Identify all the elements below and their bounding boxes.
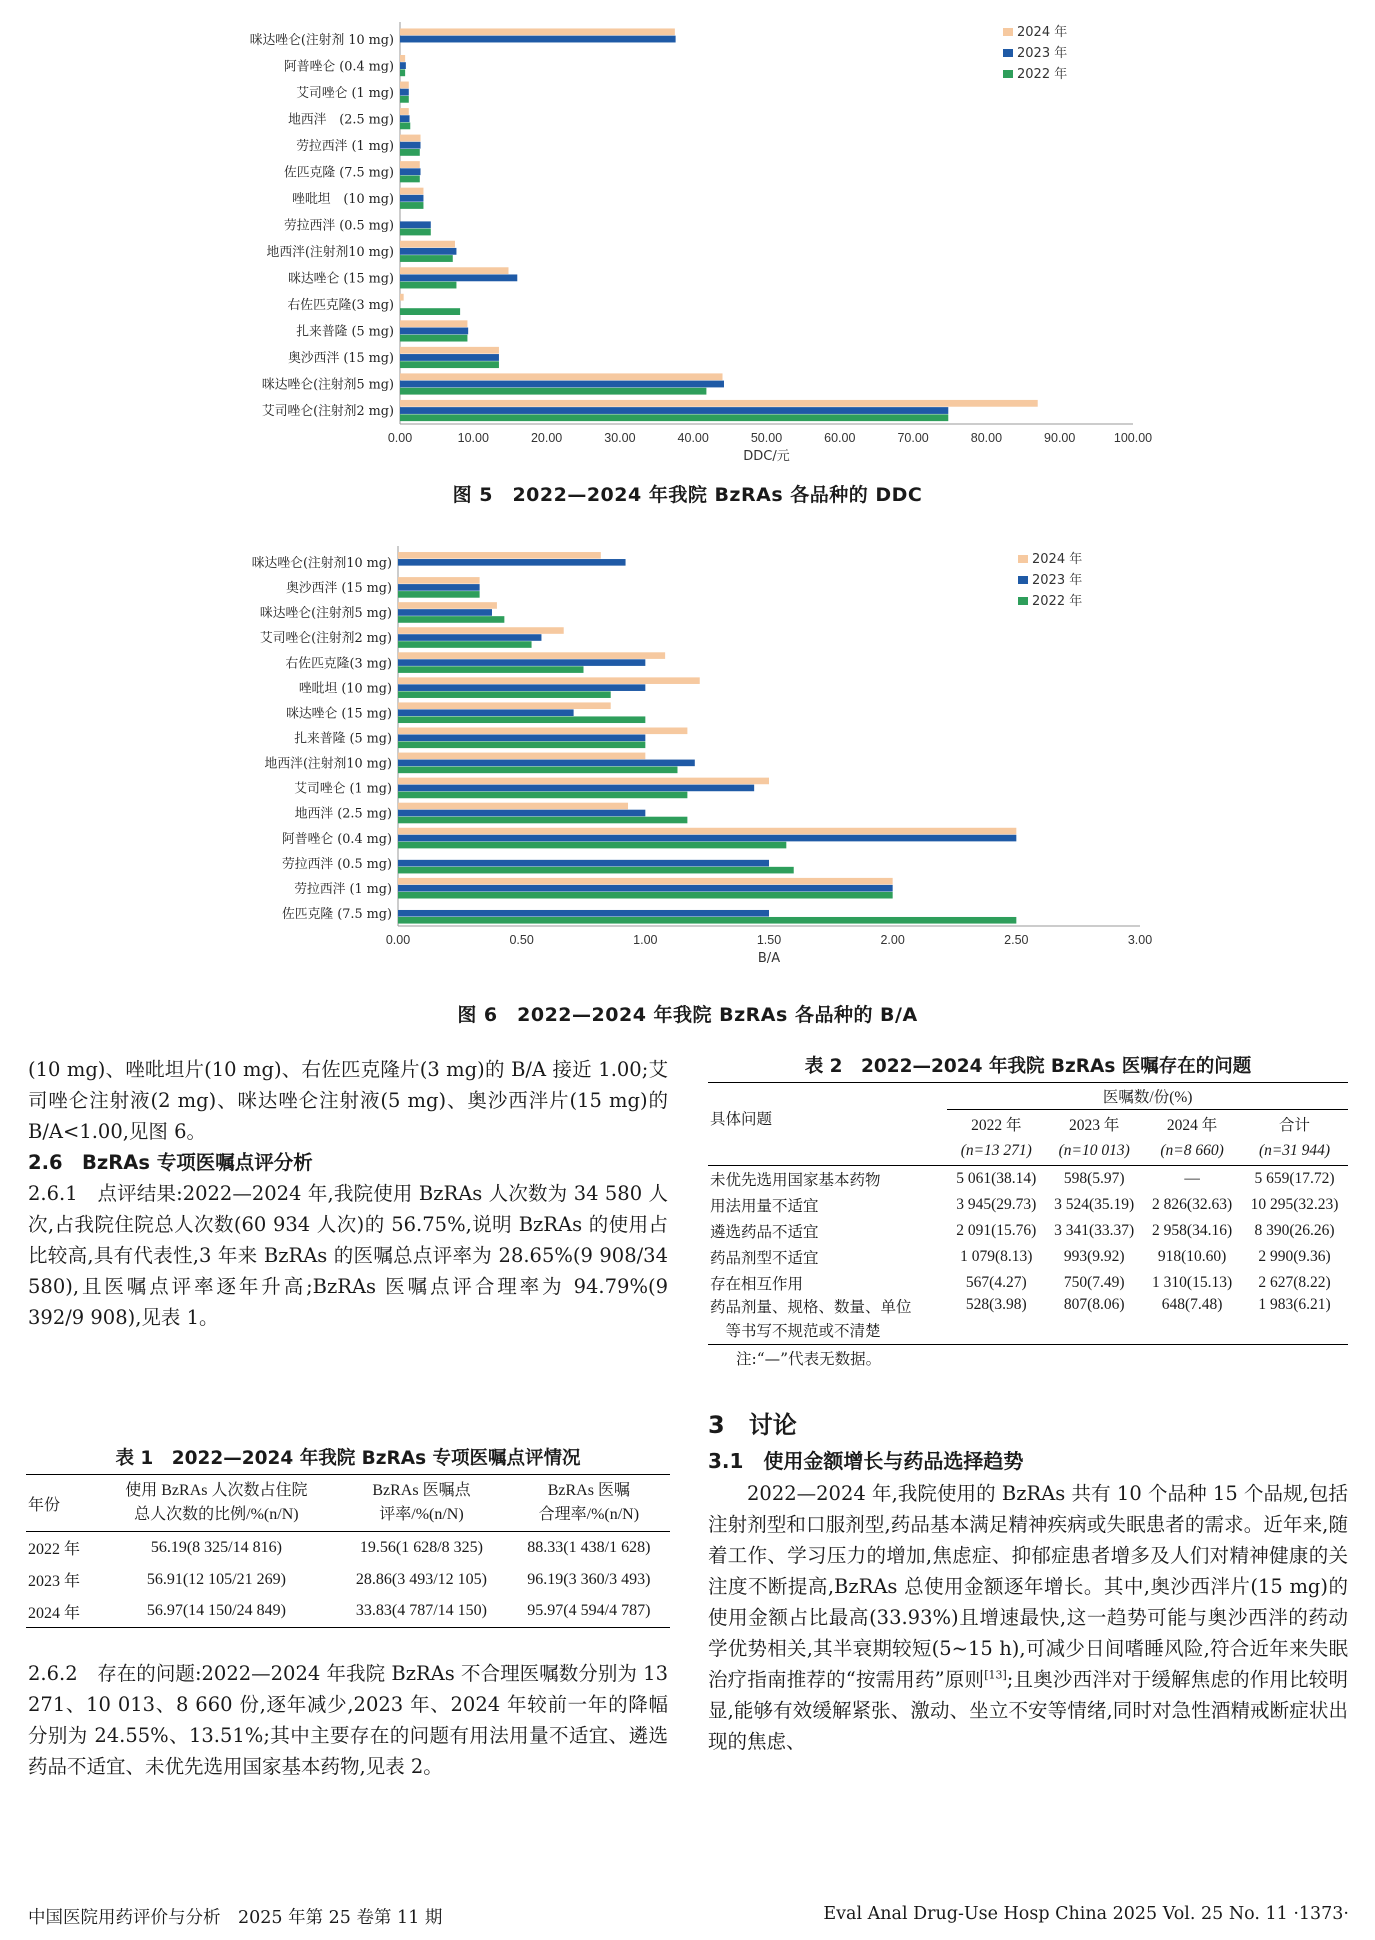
category-label: 右佐匹克隆(3 mg) [287,298,394,314]
table-2-header-2022: 2022 年 [971,1116,1022,1134]
bar-2022年 [400,202,423,209]
bar-2024年 [398,878,893,885]
legend-swatch [1003,28,1013,36]
bar-2022年 [400,96,409,103]
bar-2024年 [400,241,455,248]
table-1-header-ratio-line1: 使用 BzRAs 人次数占住院 [125,1482,308,1499]
bar-2024年 [400,294,404,301]
table-2-header-issue: 具体问题 [708,1083,947,1166]
figure-5-chart [0,0,1375,464]
category-label: 地西泮 (2.5 mg) [288,112,394,128]
table-cell: 598(5.97) [1063,1169,1125,1187]
table-cell: 药品剂型不适宜 [710,1249,819,1267]
category-label: 唑吡坦 (10 mg) [298,681,392,697]
table-2-last-line2: 等书写不规范或不清楚 [725,1322,881,1340]
bar-2024年 [400,320,467,327]
bar-2024年 [398,677,700,684]
category-label: 扎来普隆 (5 mg) [296,324,394,340]
bar-2024年 [400,135,421,142]
table-1-header-review-line1: BzRAs 医嘱点 [372,1482,471,1499]
table-cell: 56.19(8 325/14 816) [150,1538,282,1556]
bar-2022年 [398,817,687,824]
x-tick-label: 2.00 [880,933,905,947]
bar-2023年 [398,810,645,817]
table-cell: 存在相互作用 [710,1275,804,1293]
x-tick-label: 0.50 [509,933,534,947]
x-tick-label: 30.00 [604,431,636,445]
category-label: 右佐匹克隆(3 mg) [285,656,392,672]
bar-2024年 [400,400,1038,407]
x-tick-label: 100.00 [1113,431,1153,445]
bar-2023年 [398,910,769,917]
category-label: 阿普唑仑 (0.4 mg) [284,59,394,75]
bar-2022年 [398,867,794,874]
bar-2024年 [398,753,645,760]
bar-2022年 [400,361,499,368]
legend-swatch [1003,70,1013,78]
table-2-last-line1: 药品剂量、规格、数量、单位 [710,1298,912,1316]
table-cell: 8 390(26.26) [1254,1221,1335,1239]
table-cell: 2 958(34.16) [1152,1221,1233,1239]
section-heading-3: 3 讨论 [708,1411,797,1439]
table-1-header-rational-rate [508,1475,670,1532]
category-label: 佐匹克隆 (7.5 mg) [284,165,394,181]
table-2-header-total: 合计 [1279,1116,1311,1134]
bar-2024年 [398,803,628,810]
x-tick-label: 1.50 [756,933,782,947]
x-tick-label: 80.00 [970,431,1003,445]
table-cell: 2 091(15.76) [956,1221,1037,1239]
table-cell: 1 983(6.21) [1258,1295,1331,1313]
bar-2023年 [400,407,948,414]
table-cell: 19.56(1 628/8 325) [359,1538,484,1556]
bar-2024年 [398,627,564,634]
bar-2024年 [400,373,723,380]
bar-2023年 [400,221,431,228]
table-cell: 56.91(12 105/21 269) [146,1570,286,1588]
bar-2023年 [398,559,626,566]
bar-2022年 [398,767,677,774]
bar-2023年 [400,36,676,43]
bar-2022年 [398,666,584,673]
table-2 [708,1052,1348,1369]
bar-2023年 [398,785,754,792]
table-cell: — [1184,1169,1200,1187]
bar-2022年 [398,892,893,899]
paragraph-3-1-text: 2022—2024 年,我院使用的 BzRAs 共有 10 个品种 15 个品规,包括注射剂型和口服剂型,药品基本满足精神疾病或失眠患者的需求。近年来,随着工作、学习压力的增加,焦虑症、抑郁症患者增多及人们对精神健康的关注度不断提高,BzRAs 总使用金额逐年增长。其中,奥沙西泮片(15 mg)的使用金额占比最高(33.93%)且增速最快,这一趋势可能与奥沙西泮的药动学优势相关,其半衰期较短(5~15 h),可减少日间嗜睡风险,符合近年来失眠治疗指南推荐的“按需用药”原则 [708,1482,1348,1691]
bar-2023年 [398,684,645,691]
x-tick-label: 20.00 [530,431,563,445]
category-label: 艾司唑仑(注射剂2 mg) [259,631,392,647]
x-tick-label: 90.00 [1044,431,1076,445]
paragraph-3-1 [708,1478,1348,1757]
table-cell: 5 659(17.72) [1254,1169,1335,1187]
table-row [26,1596,670,1628]
bar-2023年 [400,168,421,175]
bar-2022年 [398,742,645,749]
table-cell: 1 079(8.13) [960,1247,1033,1265]
bar-2022年 [400,176,420,183]
legend-label: 2023 年 [1017,46,1068,61]
x-axis-label: DDC/元 [743,449,790,464]
table-1-header-rational-line1: BzRAs 医嘱 [547,1482,630,1499]
bar-2024年 [400,267,508,274]
table-2-note: 注:“—”代表无数据。 [736,1349,882,1368]
table-1-header-ratio-line2: 总人次数的比例/%(n/N) [134,1506,299,1523]
category-label: 阿普唑仑 (0.4 mg) [282,831,392,847]
bar-2022年 [398,917,1016,924]
table-cell: 528(3.98) [965,1295,1027,1313]
bar-2024年 [400,108,409,115]
bar-2024年 [398,778,769,785]
bar-2023年 [400,142,421,149]
bar-2024年 [400,188,423,195]
table-cell: 33.83(4 787/14 150) [355,1602,488,1620]
table-cell: 96.19(3 360/3 493) [527,1570,651,1588]
bar-2022年 [400,255,453,262]
bar-2022年 [398,842,786,849]
table-2-n-2023: (n=10 013) [1058,1142,1130,1160]
table-cell: 2 990(9.36) [1258,1247,1331,1265]
category-label: 咪达唑仑 (15 mg) [288,271,394,287]
legend-swatch [1018,555,1028,563]
legend-swatch [1018,576,1028,584]
right-column [708,1406,1348,1757]
table-1-header-year: 年份 [28,1496,61,1514]
table-cell: 3 524(35.19) [1054,1195,1135,1213]
table-cell: 648(7.48) [1161,1295,1223,1313]
table-row [708,1296,1348,1345]
bar-2024年 [400,55,405,62]
left-column [28,1054,668,1333]
table-cell: 3 945(29.73) [956,1195,1037,1213]
x-tick-label: 60.00 [824,431,856,445]
table-2-header-2023: 2023 年 [1068,1116,1120,1134]
reference-13: [13] [984,1668,1007,1682]
table-cell: 28.86(3 493/12 105) [355,1570,488,1588]
category-label: 奥沙西泮 (15 mg) [288,351,394,367]
bar-2022年 [400,335,467,342]
paragraph-ba-summary: (10 mg)、唑吡坦片(10 mg)、右佐匹克隆片(3 mg)的 B/A 接近 1.00;艾司唑仑注射液(2 mg)、咪达唑仑注射液(5 mg)、奥沙西泮片(15 mg)的 B/A<1.00,见图 6。 [28,1058,668,1143]
bar-2024年 [398,652,665,659]
table-2-header-group: 医嘱数/份(%) [947,1083,1348,1110]
table-2-header-2024: 2024 年 [1166,1116,1218,1134]
table-cell: 750(7.49) [1063,1273,1125,1291]
table-cell: 未优先选用国家基本药物 [710,1171,881,1189]
bar-2024年 [398,828,1016,835]
bar-2024年 [398,552,601,559]
table-row [708,1218,1348,1244]
legend-label: 2023 年 [1032,573,1083,588]
bar-2022年 [398,792,687,799]
bar-2023年 [398,709,574,716]
x-tick-label: 0.00 [387,431,413,445]
category-label: 劳拉西泮 (0.5 mg) [284,218,394,234]
table-cell [708,1296,947,1345]
table-row [26,1532,670,1564]
bar-2022年 [398,691,611,698]
figure-5-svg [0,0,1375,464]
bar-2022年 [398,716,645,723]
bar-2024年 [398,602,497,609]
table-row [708,1270,1348,1296]
bar-2023年 [398,584,480,591]
bar-2023年 [400,62,406,69]
table-1-caption: 表 1 2022—2024 年我院 BzRAs 专项医嘱点评情况 [115,1448,581,1469]
bar-2024年 [400,347,499,354]
x-axis-label: B/A [757,951,781,966]
bar-2023年 [398,885,893,892]
bar-2024年 [398,577,480,584]
bar-2023年 [398,659,645,666]
table-row [708,1166,1348,1192]
paragraph-3-1-text-end: ;且奥沙西泮对于缓解焦虑的作用比较明显,能够有效缓解紧张、激动、坐立不安等情绪,同时对急性酒精戒断症状出现的焦虑、 [708,1668,1348,1753]
table-row [26,1564,670,1596]
category-label: 咪达唑仑(注射剂10 mg) [251,556,392,572]
bar-2023年 [400,381,724,388]
bar-2023年 [398,860,769,867]
bar-2022年 [400,282,456,289]
bar-2022年 [400,414,948,421]
table-cell: 用法用量不适宜 [710,1197,819,1215]
legend-label: 2022 年 [1032,594,1083,609]
x-tick-label: 70.00 [897,431,929,445]
table-cell: 2 627(8.22) [1258,1273,1331,1291]
bar-2023年 [400,89,409,96]
table-cell: 1 310(15.13) [1152,1273,1233,1291]
bar-2022年 [398,591,480,598]
bar-2023年 [400,354,499,361]
bar-2022年 [400,122,410,129]
table-cell: 88.33(1 438/1 628) [527,1538,651,1556]
table-cell: 2024 年 [28,1604,81,1622]
category-label: 奥沙西泮 (15 mg) [286,581,392,597]
category-label: 艾司唑仑(注射剂2 mg) [261,404,394,420]
bar-2023年 [400,328,468,335]
table-1-header-review-line2: 评率/%(n/N) [379,1506,464,1523]
legend-label: 2024 年 [1032,552,1083,567]
figure-6-svg [0,530,1375,970]
table-cell: 807(8.06) [1063,1295,1125,1313]
category-label: 咪达唑仑 (15 mg) [286,706,392,722]
bar-2024年 [400,28,675,35]
table-cell: 567(4.27) [965,1273,1027,1291]
category-label: 地西泮(注射剂10 mg) [266,245,394,261]
x-tick-label: 50.00 [750,431,783,445]
x-tick-label: 1.00 [633,933,658,947]
category-label: 唑吡坦 (10 mg) [292,191,394,207]
x-tick-label: 0.00 [385,933,411,947]
section-heading-2-6: 2.6 BzRAs 专项医嘱点评分析 [28,1151,313,1174]
table-1-header-ratio [98,1475,336,1532]
table-2-caption: 表 2 2022—2024 年我院 BzRAs 医嘱存在的问题 [804,1056,1252,1077]
bar-2023年 [400,115,410,122]
category-label: 咪达唑仑(注射剂5 mg) [259,606,392,622]
table-cell: 95.97(4 594/4 787) [527,1602,651,1620]
bar-2023年 [400,274,517,281]
table-cell: 918(10.60) [1157,1247,1227,1265]
category-label: 地西泮 (2.5 mg) [294,806,392,822]
bar-2022年 [398,641,532,648]
table-cell: 遴选药品不适宜 [710,1223,819,1241]
category-label: 扎来普隆 (5 mg) [294,731,392,747]
legend-swatch [1018,597,1028,605]
table-cell: 10 295(32.23) [1250,1195,1339,1213]
table-1 [26,1444,670,1628]
bar-2024年 [398,702,611,709]
table-1-header-review-rate [335,1475,507,1532]
table-cell: 2 826(32.63) [1152,1195,1233,1213]
table-cell: 5 061(38.14) [956,1169,1037,1187]
category-label: 咪达唑仑(注射剂 10 mg) [249,32,394,48]
bar-2022年 [400,229,431,236]
category-label: 佐匹克隆 (7.5 mg) [282,906,392,922]
bar-2023年 [400,248,456,255]
table-cell: 993(9.92) [1063,1247,1125,1265]
figure-5-caption: 图 5 2022—2024 年我院 BzRAs 各品种的 DDC [452,484,923,506]
figure-6-caption: 图 6 2022—2024 年我院 BzRAs 各品种的 B/A [457,1004,918,1026]
legend-swatch [1003,49,1013,57]
bar-2024年 [400,82,409,89]
bar-2023年 [398,760,695,767]
footer-journal-en: Eval Anal Drug-Use Hosp China 2025 Vol. 25 No. 11 ·1373· [823,1904,1349,1924]
table-row [708,1192,1348,1218]
bar-2022年 [400,149,420,156]
category-label: 劳拉西泮 (0.5 mg) [282,856,392,872]
paragraph-2-6-1: 2.6.1 点评结果:2022—2024 年,我院使用 BzRAs 人次数为 34 580 人次,占我院住院总人次数(60 934 人次)的 56.75%,说明 BzRAs 的使用占比较高,具有代表性,3 年来 BzRAs 的医嘱总点评率为 28.65%(9 908/34 580),且医嘱点评率逐年升高;BzRAs 医嘱点评合理率为 94.79%(9 392/9 908),见表 1。 [28,1182,668,1329]
bar-2022年 [400,388,706,395]
bar-2022年 [400,69,405,76]
left-column-lower [28,1658,668,1782]
bar-2024年 [398,728,687,735]
table-2-n-total: (n=31 944) [1258,1142,1331,1160]
x-tick-label: 2.50 [1004,933,1029,947]
bar-2024年 [400,161,420,168]
table-2-n-2022: (n=13 271) [960,1142,1032,1160]
bar-2023年 [398,735,645,742]
category-label: 咪达唑仑(注射剂5 mg) [261,377,394,393]
legend-label: 2024 年 [1017,25,1068,40]
bar-2023年 [398,609,492,616]
table-cell: 56.97(14 150/24 849) [146,1602,286,1620]
x-tick-label: 40.00 [677,431,709,445]
bar-2023年 [398,835,1016,842]
category-label: 艾司唑仑 (1 mg) [294,781,392,797]
category-label: 劳拉西泮 (1 mg) [294,881,392,897]
category-label: 艾司唑仑 (1 mg) [296,85,394,101]
table-row [708,1244,1348,1270]
figure-6-chart [0,530,1375,970]
category-label: 劳拉西泮 (1 mg) [296,138,394,154]
section-heading-3-1: 3.1 使用金额增长与药品选择趋势 [708,1449,1024,1473]
bar-2023年 [398,634,541,641]
table-2-n-2024: (n=8 660) [1160,1142,1224,1160]
footer-journal-cn: 中国医院用药评价与分析 2025 年第 25 卷第 11 期 [28,1908,443,1928]
bar-2023年 [400,195,423,202]
table-cell: 3 341(33.37) [1054,1221,1135,1239]
category-label: 地西泮(注射剂10 mg) [264,756,392,772]
x-tick-label: 10.00 [457,431,489,445]
legend-label: 2022 年 [1017,67,1068,82]
bar-2022年 [398,616,504,623]
x-tick-label: 3.00 [1127,933,1153,947]
table-1-header-rational-line2: 合理率/%(n/N) [538,1506,640,1523]
table-cell: 2023 年 [28,1573,81,1590]
bar-2022年 [400,308,460,315]
table-cell: 2022 年 [28,1541,81,1559]
paragraph-2-6-2: 2.6.2 存在的问题:2022—2024 年我院 BzRAs 不合理医嘱数分别为 13 271、10 013、8 660 份,逐年减少,2023 年、2024 年较前一年的降幅分别为 24.55%、13.51%;其中主要存在的问题有用法用量不适宜、遴选药品不适宜、未优先选用国家基本药物,见表 2。 [28,1662,668,1778]
